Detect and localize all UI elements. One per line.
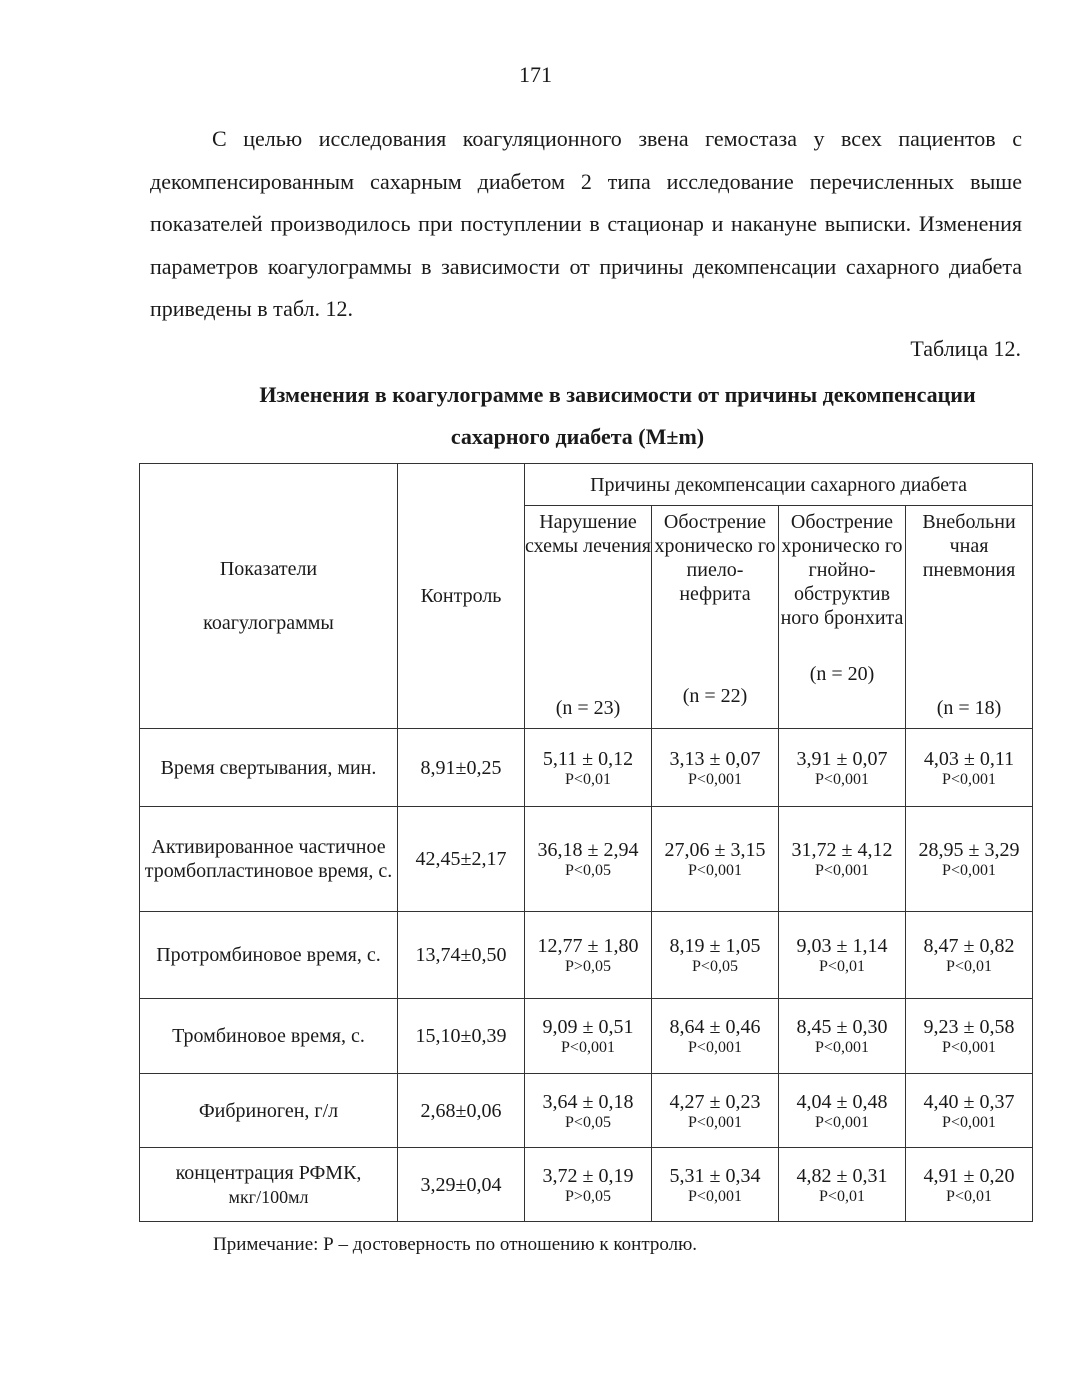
row-cell bbox=[906, 999, 1033, 1074]
cell-p: P<0,001 bbox=[688, 1187, 742, 1205]
cell-value: 4,82 ± 0,31 bbox=[796, 1164, 888, 1187]
row-cell bbox=[779, 999, 906, 1074]
header-indicators bbox=[140, 464, 398, 729]
row-control: 8,91±0,25 bbox=[398, 729, 525, 807]
table-row bbox=[140, 999, 1033, 1074]
cause-name: Обострение хроническо го гнойно- обструктив ного бронхита bbox=[780, 511, 904, 629]
header-cause-pneumonia bbox=[906, 506, 1033, 729]
table-row bbox=[140, 1074, 1033, 1148]
row-indicator bbox=[140, 1148, 398, 1222]
cell-value: 3,91 ± 0,07 bbox=[796, 747, 888, 770]
row-cell bbox=[779, 1148, 906, 1222]
cell-p: P<0,001 bbox=[561, 1039, 615, 1056]
cell-value: 3,72 ± 0,19 bbox=[542, 1164, 634, 1187]
row-control: 42,45±2,17 bbox=[398, 807, 525, 912]
cell-value: 8,19 ± 1,05 bbox=[669, 935, 761, 957]
cell-p: P<0,001 bbox=[942, 862, 996, 879]
table-label: Таблица 12. bbox=[910, 336, 1021, 361]
row-cell bbox=[906, 1148, 1033, 1222]
cell-value: 3,13 ± 0,07 bbox=[669, 747, 761, 770]
row-control: 2,68±0,06 bbox=[398, 1074, 525, 1148]
row-indicator-name: концентрация РФМК, bbox=[175, 1161, 362, 1184]
header-indicators-line2: коагулограммы bbox=[203, 612, 334, 634]
table-note: Примечание: Р – достоверность по отношению к контролю. bbox=[213, 1234, 698, 1255]
cell-value: 28,95 ± 3,29 bbox=[918, 839, 1020, 861]
row-cell bbox=[779, 1074, 906, 1148]
row-cell bbox=[779, 729, 906, 807]
cause-n: (n = 23) bbox=[555, 697, 621, 719]
cell-p: P<0,001 bbox=[688, 862, 742, 879]
row-indicator: Тромбиновое время, с. bbox=[140, 999, 398, 1074]
header-cause-pyelonephritis bbox=[652, 506, 779, 729]
cell-p: P<0,001 bbox=[688, 1039, 742, 1056]
cause-name: Обострение хроническо го пиело- нефрита bbox=[654, 511, 776, 605]
row-cell bbox=[652, 1074, 779, 1148]
cause-n: (n = 20) bbox=[809, 663, 875, 685]
cell-value: 5,11 ± 0,12 bbox=[542, 747, 634, 770]
cell-p: P<0,001 bbox=[815, 1113, 869, 1131]
cell-value: 4,03 ± 0,11 bbox=[923, 747, 1015, 770]
cell-value: 8,64 ± 0,46 bbox=[669, 1016, 761, 1038]
cell-value: 4,04 ± 0,48 bbox=[796, 1090, 888, 1113]
cause-name: Внебольни чная пневмония bbox=[922, 511, 1016, 581]
row-cell bbox=[652, 1148, 779, 1222]
cell-p: P<0,001 bbox=[815, 1039, 869, 1056]
cell-value: 5,31 ± 0,34 bbox=[669, 1164, 761, 1187]
row-cell bbox=[525, 729, 652, 807]
row-cell bbox=[906, 807, 1033, 912]
cell-p: P<0,01 bbox=[819, 958, 865, 975]
row-indicator: Время свертывания, мин. bbox=[140, 729, 398, 807]
cell-p: P<0,01 bbox=[819, 1187, 865, 1205]
cell-value: 3,64 ± 0,18 bbox=[542, 1090, 634, 1113]
table-title-line2: сахарного диабета (M±m) bbox=[450, 424, 705, 449]
cell-value: 4,27 ± 0,23 bbox=[669, 1090, 761, 1113]
row-cell bbox=[906, 729, 1033, 807]
cell-p: P<0,001 bbox=[942, 770, 996, 788]
row-control: 13,74±0,50 bbox=[398, 912, 525, 999]
cell-p: P<0,001 bbox=[942, 1113, 996, 1131]
row-indicator: Фибриноген, г/л bbox=[140, 1074, 398, 1148]
row-cell bbox=[906, 1074, 1033, 1148]
row-cell bbox=[906, 912, 1033, 999]
table-row bbox=[140, 729, 1033, 807]
cell-value: 27,06 ± 3,15 bbox=[664, 839, 766, 861]
table-row bbox=[140, 807, 1033, 912]
row-indicator: Протромбиновое время, с. bbox=[140, 912, 398, 999]
cell-value: 36,18 ± 2,94 bbox=[537, 839, 639, 861]
header-cause-treatment bbox=[525, 506, 652, 729]
row-control: 15,10±0,39 bbox=[398, 999, 525, 1074]
row-cell bbox=[525, 807, 652, 912]
cell-p: P<0,001 bbox=[688, 1113, 742, 1131]
cell-p: P<0,01 bbox=[946, 958, 992, 975]
table-row bbox=[140, 912, 1033, 999]
row-cell bbox=[779, 912, 906, 999]
table-title bbox=[140, 374, 1071, 458]
cell-p: P<0,05 bbox=[565, 862, 611, 879]
row-cell bbox=[525, 912, 652, 999]
row-cell bbox=[652, 912, 779, 999]
cell-p: P<0,01 bbox=[565, 770, 611, 788]
cell-value: 8,47 ± 0,82 bbox=[923, 935, 1015, 957]
row-cell bbox=[525, 999, 652, 1074]
row-cell bbox=[525, 1074, 652, 1148]
cell-value: 31,72 ± 4,12 bbox=[791, 839, 893, 861]
cell-value: 12,77 ± 1,80 bbox=[537, 935, 639, 957]
row-cell bbox=[652, 729, 779, 807]
cell-p: P<0,05 bbox=[692, 958, 738, 975]
cell-p: P<0,05 bbox=[565, 1113, 611, 1131]
cause-n: (n = 22) bbox=[682, 685, 748, 707]
cell-value: 9,03 ± 1,14 bbox=[796, 935, 888, 957]
row-control: 3,29±0,04 bbox=[398, 1148, 525, 1222]
header-control: Контроль bbox=[398, 464, 525, 729]
cause-name: Нарушение схемы лечения bbox=[525, 511, 651, 557]
cell-value: 4,40 ± 0,37 bbox=[923, 1090, 1015, 1113]
row-cell bbox=[779, 807, 906, 912]
row-cell bbox=[652, 999, 779, 1074]
cell-p: P<0,001 bbox=[688, 770, 742, 788]
cell-value: 9,09 ± 0,51 bbox=[542, 1016, 634, 1038]
cell-p: P>0,05 bbox=[565, 1187, 611, 1205]
header-indicators-line1: Показатели bbox=[219, 558, 318, 580]
row-cell bbox=[652, 807, 779, 912]
cell-value: 4,91 ± 0,20 bbox=[923, 1164, 1015, 1187]
cell-p: P<0,001 bbox=[815, 770, 869, 788]
cell-p: P<0,01 bbox=[946, 1187, 992, 1205]
row-cell bbox=[525, 1148, 652, 1222]
header-cause-bronchitis bbox=[779, 506, 906, 729]
body-paragraph: С целью исследования коагуляционного звена гемостаза у всех пациентов с декомпенсированным сахарным диабетом 2 типа исследование перечисленных выше показателей производилось при поступлении в стационар и накануне выписки. Изменения параметров коагулограммы в зависимости от причины декомпенсации сахарного диабета приведены в табл. 12. bbox=[150, 126, 1022, 321]
cell-p: P<0,001 bbox=[815, 862, 869, 879]
cell-p: P>0,05 bbox=[565, 958, 611, 975]
cell-p: P<0,001 bbox=[942, 1039, 996, 1056]
row-indicator-unit: мкг/100мл bbox=[228, 1186, 309, 1207]
table-row bbox=[140, 1148, 1033, 1222]
coagulogram-table bbox=[139, 463, 1033, 1222]
row-indicator: Активированное частичное тромбопластиновое время, с. bbox=[140, 807, 398, 912]
page-number: 171 bbox=[519, 62, 552, 87]
cause-n: (n = 18) bbox=[936, 697, 1002, 719]
header-causes-group: Причины декомпенсации сахарного диабета bbox=[525, 464, 1033, 506]
cell-value: 8,45 ± 0,30 bbox=[796, 1016, 888, 1038]
table-title-line1: Изменения в коагулограмме в зависимости от причины декомпенсации bbox=[259, 382, 976, 407]
cell-value: 9,23 ± 0,58 bbox=[923, 1016, 1015, 1038]
